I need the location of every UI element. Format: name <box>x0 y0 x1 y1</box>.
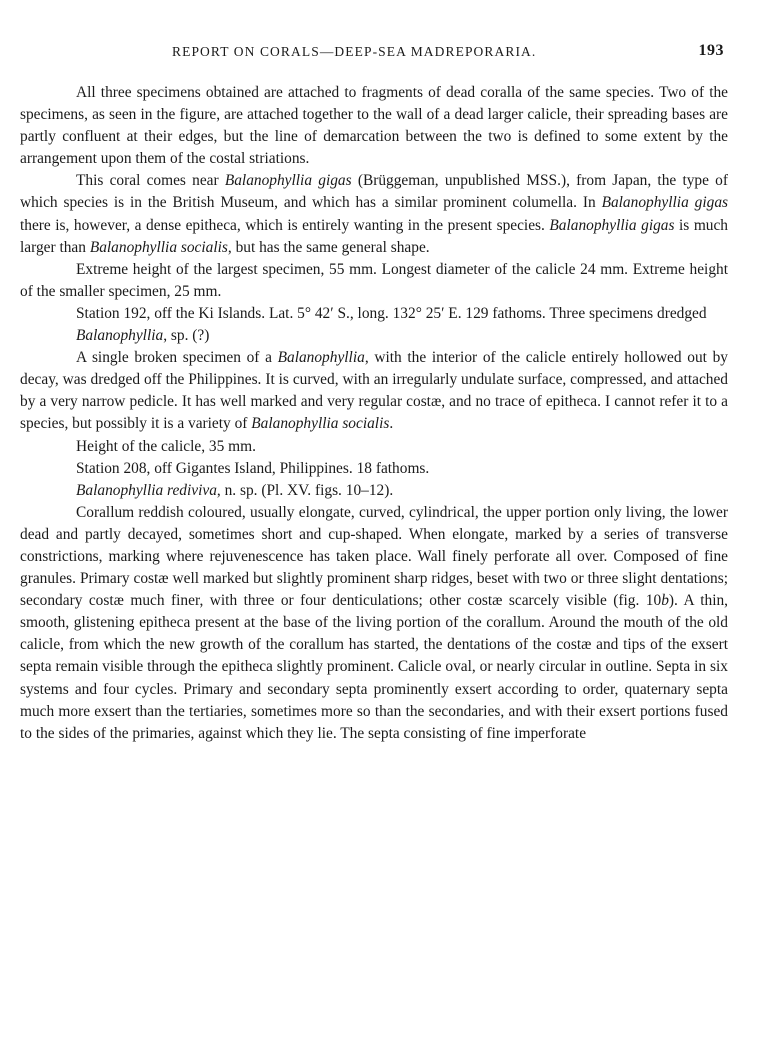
paragraph-station-192: Station 192, off the Ki Islands. Lat. 5° 42′ S., long. 132° 25′ E. 129 fathoms. Three specimens dredged <box>76 304 707 322</box>
paragraph-height: Height of the calicle, 35 mm. <box>76 437 256 455</box>
running-header <box>20 30 728 59</box>
section-title-balanophyllia-sp: Balanophyllia, sp. (?) <box>76 327 210 345</box>
paragraph-rediviva-description: Corallum reddish coloured, usually elongate, curved, cylindrical, the upper portion only living, the lower dead and partly decayed, sometimes short and cup-shaped. When elongate, marked by a series of transverse constrictions, marking where rejuvenescence has taken place. Wall finely perforate all over. Composed of fine granules. Primary costæ well marked but slightly prominent sharp ridges, beset with two or three slight dentations; secondary costæ much finer, with three or four denticulations; other costæ scarcely visible (fig. 10b). A thin, smooth, glistening epitheca present at the base of the living portion of the corallum. Around the mouth of the old calicle, from which the new growth of the corallum has started, the dentations of the costæ and tips of the exsert septa remain visible through the epitheca slightly prominent. Calicle oval, or nearly circular in outline. Septa in six systems and four cycles. Primary and secondary septa prominently exsert according to order, quaternary septa much more exsert than the tertiaries, sometimes more so than the secondaries, and with their exsert portions fused to the sides of the primaries, against which they lie. The septa consisting of fine imperforate <box>20 503 729 742</box>
body-text <box>20 82 728 745</box>
section-title-balanophyllia-rediviva: Balanophyllia rediviva, n. sp. (Pl. XV. figs. 10–12). <box>76 481 394 499</box>
paragraph-station-208: Station 208, off Gigantes Island, Philippines. 18 fathoms. <box>76 459 430 477</box>
running-title: REPORT ON CORALS—DEEP-SEA MADREPORARIA. <box>172 44 537 59</box>
page-number: 193 <box>698 42 724 59</box>
paragraph-broken-specimen: A single broken specimen of a Balanophyllia, with the interior of the calicle entirely hollowed out by decay, was dredged off the Philippines. It is curved, with an irregularly undulate surface, compressed, and attached by a very narrow pedicle. It has well marked and very regular costæ, and no trace of epitheca. I cannot refer it to a species, but possibly it is a variety of Balanophyllia socialis. <box>20 349 728 433</box>
paragraph-measurements: Extreme height of the largest specimen, 55 mm. Longest diameter of the calicle 24 mm. Extreme height of the smaller specimen, 25 mm. <box>20 260 728 300</box>
paragraph-specimens: All three specimens obtained are attached to fragments of dead coralla of the same species. Two of the specimens, as seen in the figure, are attached together to the wall of a dead larger calicle, their spreading bases are partly confluent at their edges, but the line of demarcation between the two is defined to some extent by the arrangement upon them of the costal striations. <box>20 84 728 168</box>
page <box>20 30 728 745</box>
paragraph-comparison: This coral comes near Balanophyllia gigas (Brüggeman, unpublished MSS.), from Japan, the type of which species is in the British Museum, and which has a similar prominent columella. In Balanophyllia gigas there is, however, a dense epitheca, which is entirely wanting in the present species. Balanophyllia gigas is much larger than Balanophyllia socialis, but has the same general shape. <box>20 172 729 256</box>
